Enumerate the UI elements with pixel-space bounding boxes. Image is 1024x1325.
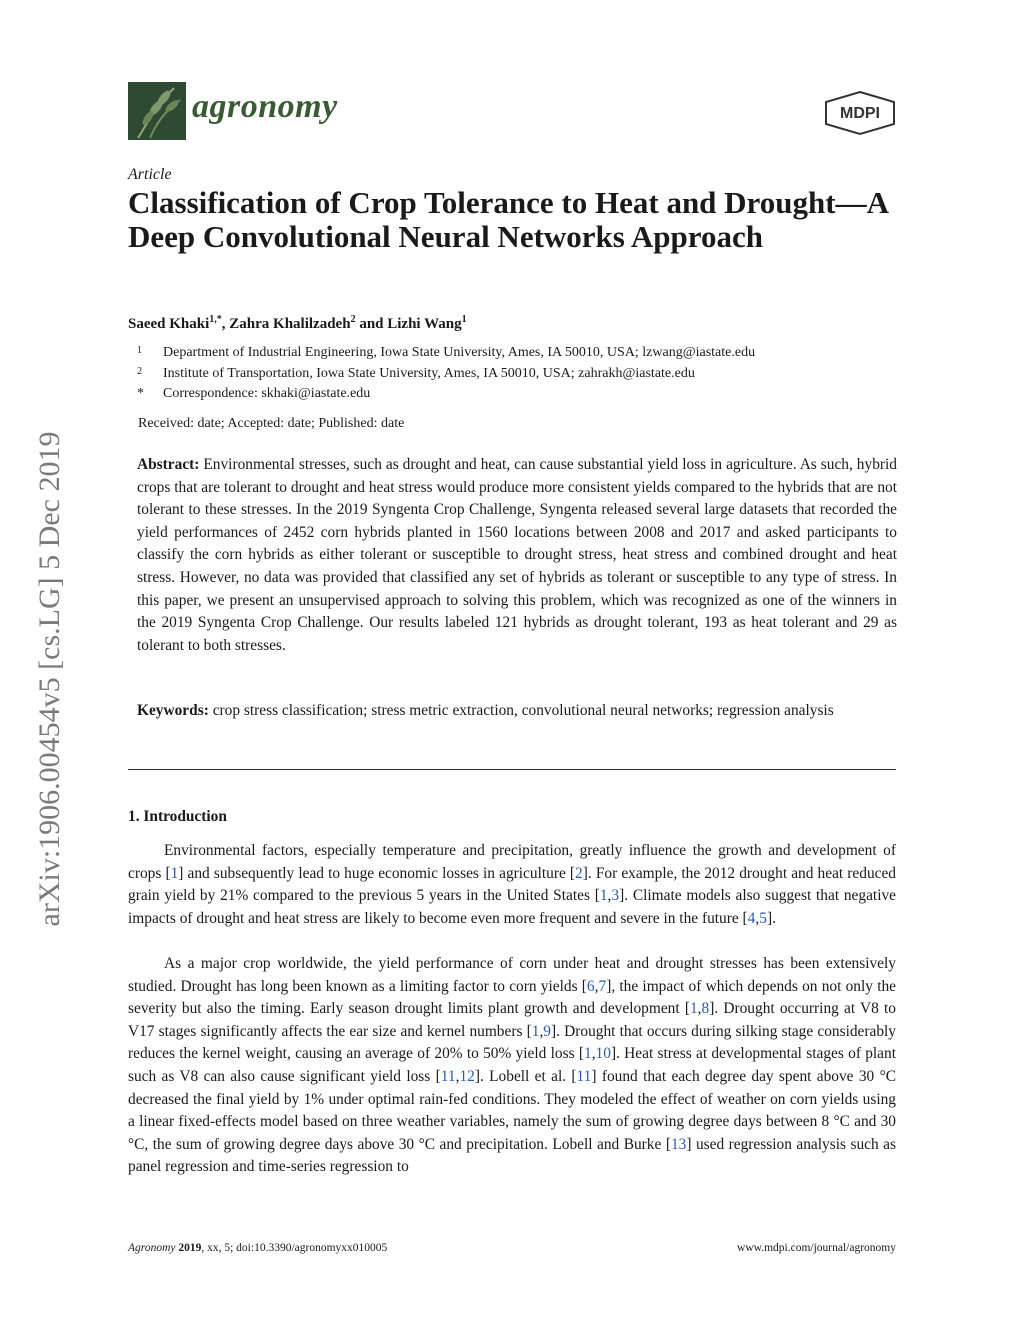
citation-link[interactable]: 7 (598, 977, 607, 995)
abstract (137, 454, 897, 657)
section-divider (128, 769, 896, 770)
citation-link[interactable]: 1 (599, 887, 608, 905)
paragraph-text: ] and subsequently lead to huge economic losses in agriculture [ (178, 864, 576, 882)
paper-title: Classification of Crop Tolerance to Heat and Drought—A Deep Convolutional Neural Networks Approach (128, 185, 888, 254)
author-affiliation-mark: 1,* (209, 314, 222, 325)
keywords (137, 700, 897, 723)
paragraph-text: , (594, 977, 599, 995)
citation-link[interactable]: 10 (595, 1045, 611, 1063)
footer-citation (128, 1242, 387, 1254)
author-affiliation-mark: 2 (350, 314, 356, 325)
author-name: Lizhi Wang (387, 316, 462, 332)
affiliation-text: Institute of Transportation, Iowa State University, Ames, IA 50010, USA; zahrakh@iastate.edu (163, 366, 695, 381)
citation-link[interactable]: 11 (440, 1067, 456, 1085)
citation-link[interactable]: 4 (747, 909, 756, 927)
citation-link[interactable]: 8 (701, 1000, 710, 1018)
publisher-name: MDPI (840, 105, 880, 122)
affiliation (137, 366, 897, 382)
paragraph-text: ]. Climate models also suggest that negative impacts of drought and heat stress are likely to become even more frequent and severe in the future [ (128, 887, 896, 927)
paragraph-text: , (697, 1000, 702, 1018)
footer-doi: , xx, 5; doi:10.3390/agronomyxx010005 (201, 1242, 388, 1254)
paragraph-text: , (539, 1022, 544, 1040)
citation-link[interactable]: 9 (543, 1022, 551, 1040)
footer-journal: Agronomy (128, 1242, 176, 1254)
paragraph-text: , (755, 909, 760, 927)
citation-link[interactable]: 12 (459, 1067, 475, 1085)
affiliation-mark: 1 (137, 345, 142, 356)
paragraph-text: , (591, 1045, 596, 1063)
paragraph-text: , (455, 1067, 460, 1085)
publication-dates: Received: date; Accepted: date; Published: date (138, 416, 405, 431)
article-type: Article (128, 166, 172, 183)
correspondence-text: Correspondence: skhaki@iastate.edu (163, 386, 371, 401)
author-separator: , (221, 316, 230, 332)
citation-link[interactable]: 1 (583, 1045, 592, 1063)
affiliation-mark: * (137, 386, 144, 401)
paragraph-text: , (607, 887, 612, 905)
paragraph-text: ]. Drought that occurs during silking stage considerably reduces the kernel weight, causing an average of 20% to 50% yield loss [ (128, 1022, 896, 1063)
abstract-text: Environmental stresses, such as drought and heat, can cause substantial yield loss in agriculture. As such, hybrid crops that are tolerant to drought and heat stress would produce more consistent yields compared to the hybrids that are not tolerant to these stresses. In the 2019 Syngenta Crop Challenge, Syngenta released several large datasets that recorded the yield performances of 2452 corn hybrids planted in 1560 locations between 2008 and 2017 and asked participants to classify the corn hybrids as either tolerant or susceptible to drought stress, heat stress and combined drought and heat stress. However, no data was provided that classified any set of hybrids as tolerant or susceptible to any type of stress. In this paper, we present an unsupervised approach to solving this problem, which was recognized as one of the winners in the 2019 Syngenta Crop Challenge. Our results labeled 121 hybrids as drought tolerant, 193 as heat tolerant and 29 as tolerant to both stresses. (137, 456, 897, 654)
section-heading: 1. Introduction (128, 808, 227, 825)
paragraph-text: As a major crop worldwide, the yield performance of corn under heat and drought stresses has been extensively studied. Drought has long been known as a limiting factor to corn yields [ (128, 955, 896, 995)
intro-paragraph-1 (128, 840, 896, 930)
author-affiliation-mark: 1 (461, 314, 467, 325)
footer-url[interactable]: www.mdpi.com/journal/agronomy (737, 1242, 896, 1254)
citation-link[interactable]: 2 (575, 864, 583, 882)
citation-link[interactable]: 5 (759, 909, 767, 927)
affiliation (137, 386, 897, 402)
affiliation-mark: 2 (137, 366, 142, 377)
paragraph-text: ] used regression analysis such as panel regression and time-series regression to (128, 1135, 896, 1176)
citation-link[interactable]: 11 (576, 1067, 592, 1085)
keywords-label: Keywords: (137, 702, 209, 719)
affiliation-text: Department of Industrial Engineering, Iowa State University, Ames, IA 50010, USA; lzwang@iastate.edu (163, 345, 756, 360)
citation-link[interactable]: 6 (586, 977, 595, 995)
author-name: Zahra Khalilzadeh (229, 316, 351, 332)
paragraph-text: ], the impact of which depends on not only the severity but also the timing. Early season drought limits plant growth and development [ (128, 977, 897, 1018)
mdpi-logo-icon (824, 90, 896, 136)
paragraph-text: ]. (766, 909, 776, 927)
citation-link[interactable]: 13 (670, 1135, 687, 1153)
arxiv-identifier-text: arXiv:1906.00454v5 [cs.LG] 5 Dec 2019 (33, 431, 66, 927)
citation-link[interactable]: 3 (611, 887, 620, 905)
keywords-text: crop stress classification; stress metric extraction, convolutional neural networks; regression analysis (212, 702, 834, 719)
footer-year: 2019 (178, 1242, 202, 1254)
citation-link[interactable]: 1 (531, 1022, 540, 1040)
abstract-label: Abstract: (137, 456, 200, 473)
author-separator: and (355, 316, 388, 332)
paragraph-text: ]. Drought occurring at V8 to V17 stages significantly affects the ear size and kernel numbers [ (128, 1000, 896, 1040)
author-name: Saeed Khaki (128, 316, 210, 332)
citation-link[interactable]: 1 (170, 864, 179, 882)
journal-name: agronomy (192, 88, 338, 125)
paragraph-text: ]. Heat stress at developmental stages of plant such as V8 can also cause significant yield loss [ (128, 1045, 896, 1085)
author-list (128, 314, 467, 333)
citation-link[interactable]: 1 (689, 1000, 698, 1018)
intro-paragraph-2 (128, 953, 896, 1179)
paragraph-text: ] found that each degree day spent above 30 °C decreased the final yield by 1% under optimal rain-fed conditions. They modeled the effect of weather on corn yields using a linear fixed-effects model based on three weather variables, namely the sum of growing degree days between 8 °C and 30 °C, the sum of growing degree days above 30 °C and precipitation. Lobell and Burke [ (128, 1067, 896, 1153)
affiliation (137, 345, 897, 361)
journal-logo-icon (128, 82, 186, 140)
paragraph-text: ]. Lobell et al. [ (474, 1067, 577, 1085)
paragraph-text: ]. For example, the 2012 drought and heat reduced grain yield by 21% compared to the previous 5 years in the United States [ (128, 864, 897, 905)
paragraph-text: Environmental factors, especially temperature and precipitation, greatly influence the growth and development of crops [ (128, 842, 896, 882)
